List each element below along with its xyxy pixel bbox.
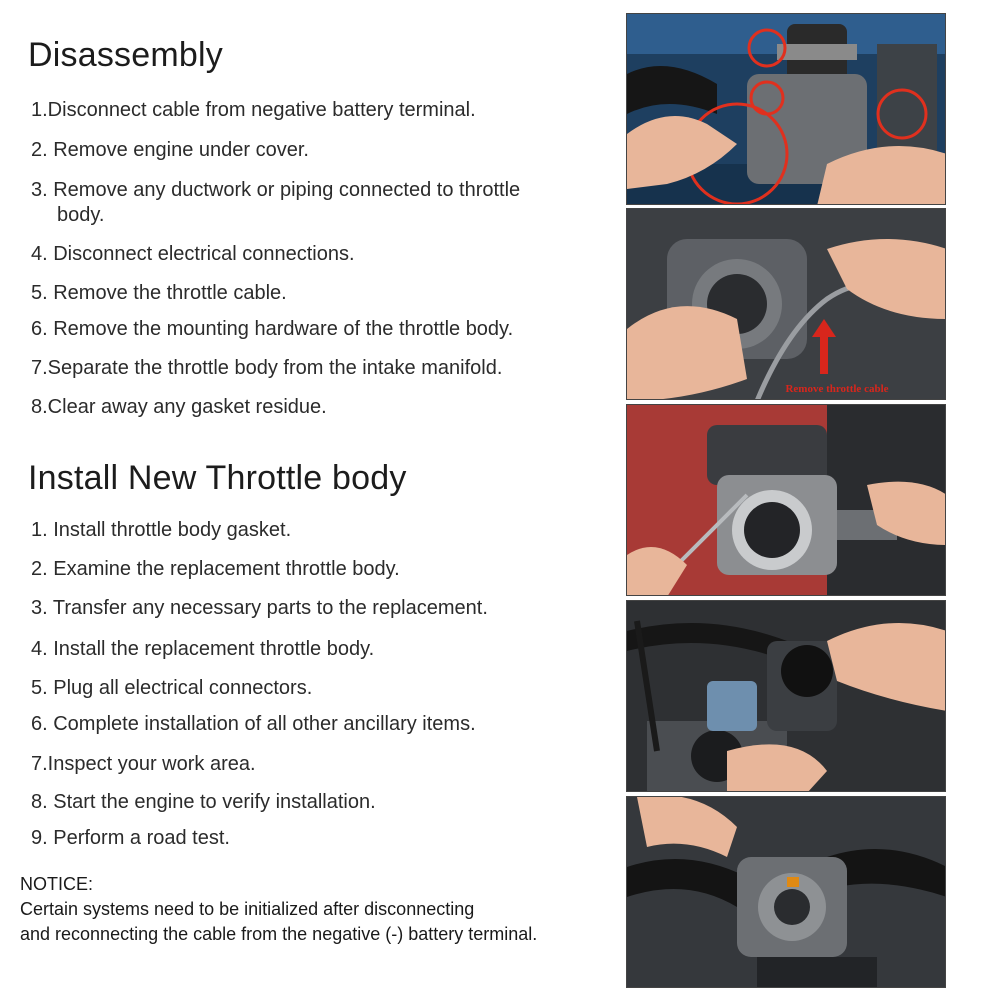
- install-step: 9. Perform a road test.: [31, 827, 230, 849]
- install-step: 2. Examine the replacement throttle body.: [31, 558, 400, 580]
- disassembly-step: 5. Remove the throttle cable.: [31, 282, 287, 304]
- disassembly-heading: Disassembly: [28, 36, 223, 74]
- disassembly-step: 2. Remove engine under cover.: [31, 139, 309, 161]
- disassembly-step: 8.Clear away any gasket residue.: [31, 396, 327, 418]
- disassembly-step-text: 3. Remove any ductwork or piping connected to throttle: [31, 179, 521, 201]
- disassembly-step: 6. Remove the mounting hardware of the throttle body.: [31, 318, 514, 340]
- install-step: 3. Transfer any necessary parts to the replacement.: [31, 597, 488, 619]
- disassembly-step-continuation: body.: [57, 204, 105, 226]
- remove-throttle-cable-caption: Remove throttle cable: [785, 383, 889, 395]
- install-step: 7.Inspect your work area.: [31, 753, 256, 775]
- install-step: 6. Complete installation of all other ancillary items.: [31, 713, 476, 735]
- disassembly-step: [31, 178, 611, 228]
- illustration-verify-installation: [626, 796, 946, 988]
- illustration-install-gasket: [626, 404, 946, 596]
- illustration-remove-throttle-cable: [626, 208, 946, 400]
- notice-line: Certain systems need to be initialized after disconnecting: [20, 899, 475, 919]
- notice-label: NOTICE:: [20, 874, 94, 894]
- install-step: 4. Install the replacement throttle body.: [31, 638, 375, 660]
- install-step: 1. Install throttle body gasket.: [31, 519, 292, 541]
- illustration-disconnect-connections: [626, 13, 946, 205]
- illustration-install-throttle-body: [626, 600, 946, 792]
- notice-line: and reconnecting the cable from the negative (-) battery terminal.: [20, 924, 538, 944]
- install-step: 5. Plug all electrical connectors.: [31, 677, 313, 699]
- disassembly-step: 7.Separate the throttle body from the intake manifold.: [31, 357, 503, 379]
- install-heading: Install New Throttle body: [28, 459, 407, 497]
- install-step: 8. Start the engine to verify installation.: [31, 791, 376, 813]
- disassembly-step: 4. Disconnect electrical connections.: [31, 243, 355, 265]
- disassembly-step: 1.Disconnect cable from negative battery terminal.: [31, 99, 476, 121]
